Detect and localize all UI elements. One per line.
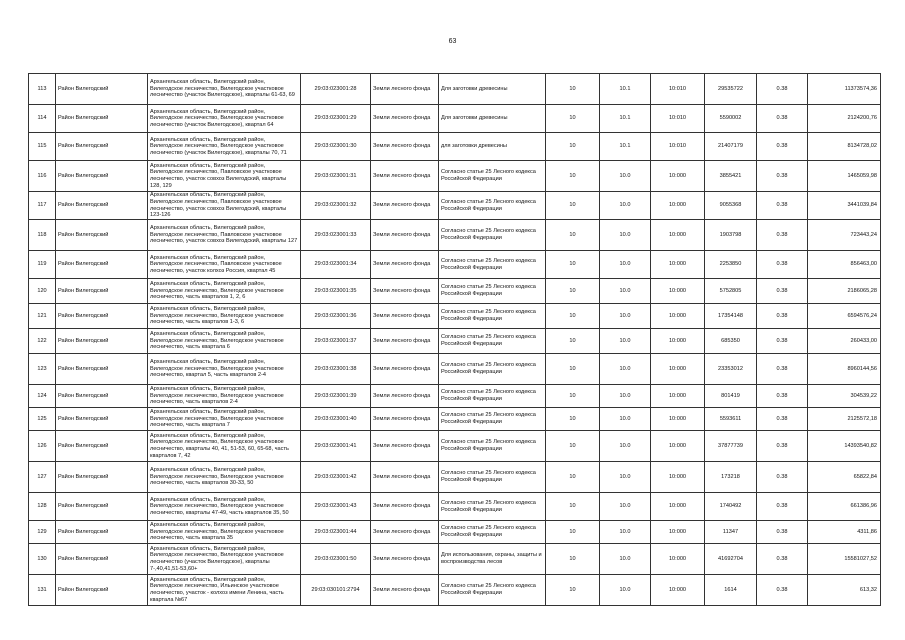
- code-cell: 10: [546, 431, 600, 462]
- code-cell: 10: [546, 133, 600, 161]
- subcode-cell: 10.0: [600, 354, 651, 385]
- code-cell: 10: [546, 220, 600, 251]
- land-category-cell: Земли лесного фонда: [371, 462, 439, 493]
- area-cell: 3855421: [705, 161, 757, 192]
- code-cell: 10: [546, 192, 600, 220]
- district-cell: Район Вилегодский: [56, 251, 148, 279]
- permitted-use-cell: Согласно статье 25 Лесного кодекса Российской Федерации: [439, 192, 546, 220]
- table-row: [29, 161, 881, 192]
- row-number: 121: [29, 304, 56, 329]
- area-cell: 5593611: [705, 408, 757, 431]
- subcode-cell: 10.0: [600, 462, 651, 493]
- table-row: [29, 354, 881, 385]
- permitted-use-cell: Согласно статье 25 Лесного кодекса Российской Федерации: [439, 304, 546, 329]
- district-cell: Район Вилегодский: [56, 105, 148, 133]
- area-cell: 5752805: [705, 279, 757, 304]
- district-cell: Район Вилегодский: [56, 304, 148, 329]
- address-cell: Архангельская область, Вилегодский район, Вилегодское лесничество, Ильинское участковое лесничество, участок - колхоз имени Ленина, часть квартала №67: [148, 575, 301, 606]
- cadastral-value-cell: 613,32: [808, 575, 881, 606]
- district-cell: Район Вилегодский: [56, 385, 148, 408]
- rate-cell: 0.38: [757, 304, 808, 329]
- rate-cell: 0.38: [757, 544, 808, 575]
- area-cell: 29535722: [705, 74, 757, 105]
- rate-cell: 0.38: [757, 408, 808, 431]
- group-code-cell: 10:000: [651, 329, 705, 354]
- cadastral-number-cell: 29:03:023001:50: [301, 544, 371, 575]
- cadastral-number-cell: 29:03:023001:38: [301, 354, 371, 385]
- group-code-cell: 10:000: [651, 304, 705, 329]
- area-cell: 1614: [705, 575, 757, 606]
- land-category-cell: Земли лесного фонда: [371, 105, 439, 133]
- subcode-cell: 10.0: [600, 329, 651, 354]
- subcode-cell: 10.0: [600, 408, 651, 431]
- land-category-cell: Земли лесного фонда: [371, 385, 439, 408]
- row-number: 120: [29, 279, 56, 304]
- subcode-cell: 10.1: [600, 133, 651, 161]
- permitted-use-cell: Согласно статье 25 Лесного кодекса Российской Федерации: [439, 161, 546, 192]
- code-cell: 10: [546, 521, 600, 544]
- table-row: [29, 304, 881, 329]
- rate-cell: 0.38: [757, 431, 808, 462]
- code-cell: 10: [546, 279, 600, 304]
- table-row: [29, 192, 881, 220]
- rate-cell: 0.38: [757, 462, 808, 493]
- land-category-cell: Земли лесного фонда: [371, 74, 439, 105]
- code-cell: 10: [546, 74, 600, 105]
- address-cell: Архангельская область, Вилегодский район, Вилегодское лесничество, Вилегодское участковое лесничество, часть квартала 6: [148, 329, 301, 354]
- code-cell: 10: [546, 354, 600, 385]
- rate-cell: 0.38: [757, 385, 808, 408]
- row-number: 122: [29, 329, 56, 354]
- area-cell: 41692704: [705, 544, 757, 575]
- row-number: 130: [29, 544, 56, 575]
- rate-cell: 0.38: [757, 74, 808, 105]
- table-row: [29, 251, 881, 279]
- address-cell: Архангельская область, Вилегодский район, Вилегодское лесничество, Павловское участковое лесничество, участок совхоз Вилегодский, кварталы 123-126: [148, 192, 301, 220]
- land-category-cell: Земли лесного фонда: [371, 431, 439, 462]
- cadastral-number-cell: 29:03:023001:29: [301, 105, 371, 133]
- area-cell: 23353012: [705, 354, 757, 385]
- cadastral-value-cell: 1465059,98: [808, 161, 881, 192]
- rate-cell: 0.38: [757, 354, 808, 385]
- code-cell: 10: [546, 329, 600, 354]
- rate-cell: 0.38: [757, 329, 808, 354]
- district-cell: Район Вилегодский: [56, 408, 148, 431]
- page-number: 63: [448, 38, 457, 45]
- row-number: 131: [29, 575, 56, 606]
- district-cell: Район Вилегодский: [56, 279, 148, 304]
- address-cell: Архангельская область, Вилегодский район, Вилегодское лесничество, Вилегодское участковое лесничество, кварталы 47-49, часть кварталов 35, 50: [148, 493, 301, 521]
- land-category-cell: Земли лесного фонда: [371, 493, 439, 521]
- rate-cell: 0.38: [757, 251, 808, 279]
- district-cell: Район Вилегодский: [56, 575, 148, 606]
- cadastral-number-cell: 29:03:023001:28: [301, 74, 371, 105]
- district-cell: Район Вилегодский: [56, 521, 148, 544]
- cadastral-number-cell: 29:03:023001:37: [301, 329, 371, 354]
- code-cell: 10: [546, 385, 600, 408]
- code-cell: 10: [546, 493, 600, 521]
- row-number: 123: [29, 354, 56, 385]
- address-cell: Архангельская область, Вилегодский район, Вилегодское лесничество, Вилегодское участковое лесничество, квартал 5, часть кварталов 2-4: [148, 354, 301, 385]
- group-code-cell: 10:000: [651, 192, 705, 220]
- code-cell: 10: [546, 105, 600, 133]
- area-cell: 5590002: [705, 105, 757, 133]
- permitted-use-cell: Согласно статье 25 Лесного кодекса Российской Федерации: [439, 521, 546, 544]
- subcode-cell: 10.0: [600, 385, 651, 408]
- subcode-cell: 10.1: [600, 74, 651, 105]
- permitted-use-cell: Согласно статье 25 Лесного кодекса Российской Федерации: [439, 385, 546, 408]
- group-code-cell: 10:000: [651, 575, 705, 606]
- group-code-cell: 10:010: [651, 74, 705, 105]
- table-row: [29, 133, 881, 161]
- cadastral-number-cell: 29:03:023001:31: [301, 161, 371, 192]
- table-row: [29, 493, 881, 521]
- permitted-use-cell: Согласно статье 25 Лесного кодекса Российской Федерации: [439, 354, 546, 385]
- address-cell: Архангельская область, Вилегодский район, Вилегодское лесничество, Вилегодское участковое лесничество, часть кварталов 2-4: [148, 385, 301, 408]
- address-cell: Архангельская область, Вилегодский район, Вилегодское лесничество, Вилегодское участковое лесничество, часть кварталов 30-33, 50: [148, 462, 301, 493]
- rate-cell: 0.38: [757, 575, 808, 606]
- subcode-cell: 10.0: [600, 431, 651, 462]
- rate-cell: 0.38: [757, 105, 808, 133]
- group-code-cell: 10:000: [651, 279, 705, 304]
- table-row: [29, 105, 881, 133]
- land-category-cell: Земли лесного фонда: [371, 329, 439, 354]
- district-cell: Район Вилегодский: [56, 133, 148, 161]
- permitted-use-cell: для заготовки древесины: [439, 133, 546, 161]
- subcode-cell: 10.1: [600, 105, 651, 133]
- table-row: [29, 431, 881, 462]
- area-cell: 1740492: [705, 493, 757, 521]
- district-cell: Район Вилегодский: [56, 431, 148, 462]
- table-row: [29, 385, 881, 408]
- address-cell: Архангельская область, Вилегодский район, Вилегодское лесничество, Павловское участковое лесничество, участок совхоз Вилегодский, кварталы 127: [148, 220, 301, 251]
- rate-cell: 0.38: [757, 192, 808, 220]
- cadastral-number-cell: 29:03:023001:32: [301, 192, 371, 220]
- rate-cell: 0.38: [757, 521, 808, 544]
- subcode-cell: 10.0: [600, 279, 651, 304]
- subcode-cell: 10.0: [600, 544, 651, 575]
- cadastral-number-cell: 29:03:023001:39: [301, 385, 371, 408]
- code-cell: 10: [546, 575, 600, 606]
- permitted-use-cell: Для заготовки древесины: [439, 74, 546, 105]
- cadastral-number-cell: 29:03:023001:33: [301, 220, 371, 251]
- cadastral-value-cell: 2186065,28: [808, 279, 881, 304]
- table-body: [29, 74, 881, 606]
- area-cell: 685350: [705, 329, 757, 354]
- cadastral-value-table: [28, 73, 881, 606]
- permitted-use-cell: Согласно статье 25 Лесного кодекса Российской Федерации: [439, 329, 546, 354]
- district-cell: Район Вилегодский: [56, 329, 148, 354]
- cadastral-value-cell: 2124200,76: [808, 105, 881, 133]
- address-cell: Архангельская область, Вилегодский район, Вилегодское лесничество, Вилегодское участковое лесничество (участок Вилегодское), кварталы 7-,40,41,51-53,60+: [148, 544, 301, 575]
- group-code-cell: 10:000: [651, 462, 705, 493]
- rate-cell: 0.38: [757, 493, 808, 521]
- district-cell: Район Вилегодский: [56, 192, 148, 220]
- group-code-cell: 10:000: [651, 408, 705, 431]
- cadastral-value-cell: 661386,96: [808, 493, 881, 521]
- land-category-cell: Земли лесного фонда: [371, 220, 439, 251]
- district-cell: Район Вилегодский: [56, 493, 148, 521]
- group-code-cell: 10:000: [651, 521, 705, 544]
- group-code-cell: 10:000: [651, 544, 705, 575]
- group-code-cell: 10:000: [651, 385, 705, 408]
- code-cell: 10: [546, 304, 600, 329]
- area-cell: 173218: [705, 462, 757, 493]
- cadastral-number-cell: 29:03:023001:30: [301, 133, 371, 161]
- permitted-use-cell: Для заготовки древесины: [439, 105, 546, 133]
- table-row: [29, 329, 881, 354]
- group-code-cell: 10:010: [651, 105, 705, 133]
- group-code-cell: 10:000: [651, 431, 705, 462]
- cadastral-value-cell: 304539,22: [808, 385, 881, 408]
- code-cell: 10: [546, 251, 600, 279]
- cadastral-value-cell: 11373574,36: [808, 74, 881, 105]
- land-category-cell: Земли лесного фонда: [371, 192, 439, 220]
- permitted-use-cell: Согласно статье 25 Лесного кодекса Российской Федерации: [439, 462, 546, 493]
- district-cell: Район Вилегодский: [56, 544, 148, 575]
- row-number: 124: [29, 385, 56, 408]
- table-row: [29, 408, 881, 431]
- subcode-cell: 10.0: [600, 251, 651, 279]
- address-cell: Архангельская область, Вилегодский район, Вилегодское лесничество, Вилегодское участковое лесничество (участок Вилегодское), квартал 64: [148, 105, 301, 133]
- address-cell: Архангельская область, Вилегодский район, Вилегодское лесничество, Вилегодское участковое лесничество, часть кварталов 1, 2, 6: [148, 279, 301, 304]
- cadastral-value-cell: 65822,84: [808, 462, 881, 493]
- permitted-use-cell: Согласно статье 25 Лесного кодекса Российской Федерации: [439, 408, 546, 431]
- row-number: 113: [29, 74, 56, 105]
- group-code-cell: 10:000: [651, 220, 705, 251]
- address-cell: Архангельская область, Вилегодский район, Вилегодское лесничество, Вилегодское участковое лесничество, кварталы 40, 41, 51-53, 60, 65-68, часть кварталов 7, 42: [148, 431, 301, 462]
- row-number: 116: [29, 161, 56, 192]
- permitted-use-cell: Для использования, охраны, защиты и воспроизводства лесов: [439, 544, 546, 575]
- table-row: [29, 220, 881, 251]
- row-number: 114: [29, 105, 56, 133]
- address-cell: Архангельская область, Вилегодский район, Вилегодское лесничество, Вилегодское участковое лесничество, часть квартала 7: [148, 408, 301, 431]
- group-code-cell: 10:010: [651, 133, 705, 161]
- permitted-use-cell: Согласно статье 25 Лесного кодекса Российской Федерации: [439, 493, 546, 521]
- area-cell: 1903798: [705, 220, 757, 251]
- address-cell: Архангельская область, Вилегодский район, Вилегодское лесничество, Павловское участковое лесничество, участок совхоз Вилегодский, кварталы 128, 129: [148, 161, 301, 192]
- district-cell: Район Вилегодский: [56, 161, 148, 192]
- cadastral-number-cell: 29:03:023001:40: [301, 408, 371, 431]
- cadastral-number-cell: 29:03:023001:43: [301, 493, 371, 521]
- land-category-cell: Земли лесного фонда: [371, 279, 439, 304]
- address-cell: Архангельская область, Вилегодский район, Вилегодское лесничество, Павловское участковое лесничество, участок колхоз Россия, квартал 45: [148, 251, 301, 279]
- row-number: 118: [29, 220, 56, 251]
- cadastral-value-cell: 8960144,56: [808, 354, 881, 385]
- cadastral-value-cell: 6594576,24: [808, 304, 881, 329]
- code-cell: 10: [546, 462, 600, 493]
- row-number: 126: [29, 431, 56, 462]
- group-code-cell: 10:000: [651, 493, 705, 521]
- cadastral-value-cell: 4311,86: [808, 521, 881, 544]
- subcode-cell: 10.0: [600, 192, 651, 220]
- area-cell: 801419: [705, 385, 757, 408]
- row-number: 129: [29, 521, 56, 544]
- land-category-cell: Земли лесного фонда: [371, 251, 439, 279]
- land-category-cell: Земли лесного фонда: [371, 521, 439, 544]
- group-code-cell: 10:000: [651, 354, 705, 385]
- code-cell: 10: [546, 408, 600, 431]
- rate-cell: 0.38: [757, 220, 808, 251]
- land-category-cell: Земли лесного фонда: [371, 575, 439, 606]
- cadastral-value-cell: 14393540,82: [808, 431, 881, 462]
- cadastral-number-cell: 29:03:023001:35: [301, 279, 371, 304]
- group-code-cell: 10:000: [651, 251, 705, 279]
- address-cell: Архангельская область, Вилегодский район, Вилегодское лесничество, Вилегодское участковое лесничество (участок Вилегодское), кварталы 61-63, 69: [148, 74, 301, 105]
- table-row: [29, 575, 881, 606]
- permitted-use-cell: Согласно статье 25 Лесного кодекса Российской Федерации: [439, 431, 546, 462]
- cadastral-value-cell: 8134728,02: [808, 133, 881, 161]
- land-category-cell: Земли лесного фонда: [371, 354, 439, 385]
- cadastral-value-cell: 3441039,84: [808, 192, 881, 220]
- cadastral-number-cell: 29:03:023001:41: [301, 431, 371, 462]
- permitted-use-cell: Согласно статье 25 Лесного кодекса Российской Федерации: [439, 220, 546, 251]
- table-row: [29, 279, 881, 304]
- district-cell: Район Вилегодский: [56, 74, 148, 105]
- row-number: 125: [29, 408, 56, 431]
- rate-cell: 0.38: [757, 161, 808, 192]
- subcode-cell: 10.0: [600, 493, 651, 521]
- row-number: 128: [29, 493, 56, 521]
- area-cell: 17354148: [705, 304, 757, 329]
- land-category-cell: Земли лесного фонда: [371, 161, 439, 192]
- permitted-use-cell: Согласно статье 25 Лесного кодекса Российской Федерации: [439, 575, 546, 606]
- area-cell: 37877739: [705, 431, 757, 462]
- land-category-cell: Земли лесного фонда: [371, 304, 439, 329]
- cadastral-number-cell: 29:03:030101:2794: [301, 575, 371, 606]
- group-code-cell: 10:000: [651, 161, 705, 192]
- cadastral-value-cell: 856463,00: [808, 251, 881, 279]
- row-number: 127: [29, 462, 56, 493]
- rate-cell: 0.38: [757, 133, 808, 161]
- subcode-cell: 10.0: [600, 521, 651, 544]
- area-cell: 2253850: [705, 251, 757, 279]
- permitted-use-cell: Согласно статье 25 Лесного кодекса Российской Федерации: [439, 251, 546, 279]
- cadastral-number-cell: 29:03:023001:36: [301, 304, 371, 329]
- cadastral-value-cell: 723443,24: [808, 220, 881, 251]
- cadastral-number-cell: 29:03:023001:34: [301, 251, 371, 279]
- area-cell: 21407179: [705, 133, 757, 161]
- subcode-cell: 10.0: [600, 575, 651, 606]
- district-cell: Район Вилегодский: [56, 462, 148, 493]
- cadastral-number-cell: 29:03:023001:44: [301, 521, 371, 544]
- row-number: 115: [29, 133, 56, 161]
- area-cell: 9055368: [705, 192, 757, 220]
- cadastral-number-cell: 29:03:023001:42: [301, 462, 371, 493]
- code-cell: 10: [546, 544, 600, 575]
- table-row: [29, 462, 881, 493]
- code-cell: 10: [546, 161, 600, 192]
- subcode-cell: 10.0: [600, 220, 651, 251]
- address-cell: Архангельская область, Вилегодский район, Вилегодское лесничество, Вилегодское участковое лесничество, часть кварталов 1-3, 6: [148, 304, 301, 329]
- subcode-cell: 10.0: [600, 304, 651, 329]
- permitted-use-cell: Согласно статье 25 Лесного кодекса Российской Федерации: [439, 279, 546, 304]
- table-row: [29, 544, 881, 575]
- district-cell: Район Вилегодский: [56, 354, 148, 385]
- subcode-cell: 10.0: [600, 161, 651, 192]
- land-category-cell: Земли лесного фонда: [371, 408, 439, 431]
- rate-cell: 0.38: [757, 279, 808, 304]
- cadastral-value-cell: 15581027,52: [808, 544, 881, 575]
- district-cell: Район Вилегодский: [56, 220, 148, 251]
- cadastral-value-cell: 260433,00: [808, 329, 881, 354]
- area-cell: 11347: [705, 521, 757, 544]
- cadastral-value-cell: 2125572,18: [808, 408, 881, 431]
- row-number: 119: [29, 251, 56, 279]
- row-number: 117: [29, 192, 56, 220]
- table-row: [29, 521, 881, 544]
- address-cell: Архангельская область, Вилегодский район, Вилегодское лесничество, Вилегодское участковое лесничество (участок Вилегодское), кварталы 70, 71: [148, 133, 301, 161]
- land-category-cell: Земли лесного фонда: [371, 133, 439, 161]
- address-cell: Архангельская область, Вилегодский район, Вилегодское лесничество, Вилегодское участковое лесничество, часть квартала 35: [148, 521, 301, 544]
- land-category-cell: Земли лесного фонда: [371, 544, 439, 575]
- table-row: [29, 74, 881, 105]
